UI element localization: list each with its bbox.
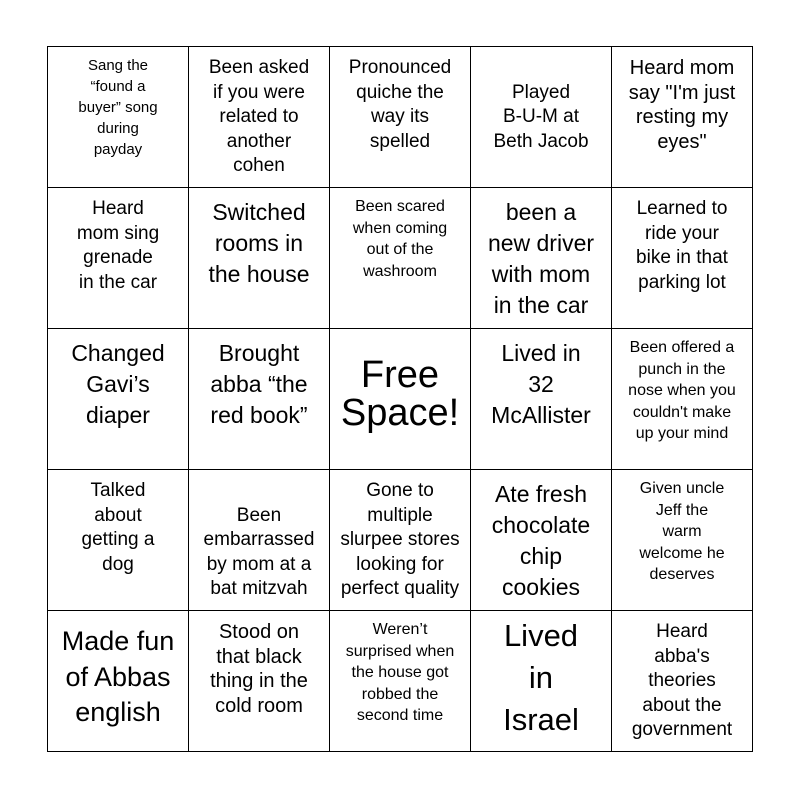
bingo-cell-text: Been embarrassed by mom at a bat mitzvah <box>203 504 315 599</box>
bingo-cell-text: Ate fresh chocolate chip cookies <box>491 481 591 600</box>
bingo-board <box>47 46 753 752</box>
bingo-cell[interactable] <box>189 188 330 329</box>
bingo-cell[interactable] <box>471 470 612 611</box>
bingo-cell[interactable] <box>612 188 753 329</box>
bingo-cell-text: Talked about getting a dog <box>81 480 155 575</box>
bingo-cell-text: Given uncle Jeff the warm welcome he deserves <box>639 480 725 583</box>
bingo-cell-text: Weren’t surprised when the house got robbed the second time <box>345 621 455 724</box>
bingo-cell[interactable] <box>48 470 189 611</box>
bingo-cell-text: Heard mom sing grenade in the car <box>76 198 160 293</box>
bingo-cell-text: Gone to multiple slurpee stores looking for perfect quality <box>340 480 460 599</box>
bingo-cell[interactable] <box>330 188 471 329</box>
bingo-cell[interactable] <box>330 47 471 188</box>
bingo-cell-text: Brought abba “the red book” <box>210 340 308 428</box>
bingo-cell[interactable] <box>612 47 753 188</box>
bingo-cell[interactable] <box>48 329 189 470</box>
bingo-cell[interactable] <box>330 611 471 752</box>
bingo-cell-text: been a new driver with mom in the car <box>487 199 595 318</box>
bingo-cell[interactable] <box>612 611 753 752</box>
bingo-cell[interactable] <box>189 611 330 752</box>
bingo-cell[interactable] <box>471 188 612 329</box>
bingo-cell-text: Made fun of Abbas english <box>61 626 175 727</box>
bingo-cell[interactable] <box>48 611 189 752</box>
bingo-cell-text: Free Space! <box>340 354 460 434</box>
bingo-cell-text: Learned to ride your bike in that parking lot <box>636 198 728 293</box>
bingo-cell[interactable] <box>330 470 471 611</box>
bingo-cell-text: Lived in Israel <box>503 618 579 737</box>
bingo-cell[interactable] <box>189 470 330 611</box>
bingo-cell-text: Been scared when coming out of the washroom <box>352 198 448 280</box>
bingo-cell-text: Heard abba's theories about the government <box>631 621 733 740</box>
bingo-cell[interactable] <box>48 47 189 188</box>
bingo-cell-text: Played B-U-M at Beth Jacob <box>493 81 589 152</box>
bingo-cell-text: Heard mom say "I'm just resting my eyes" <box>628 57 736 153</box>
bingo-cell[interactable] <box>612 470 753 611</box>
bingo-cell-text: Switched rooms in the house <box>208 199 310 287</box>
bingo-cell[interactable] <box>48 188 189 329</box>
bingo-cell-text: Stood on that black thing in the cold room <box>210 621 308 717</box>
bingo-cell[interactable] <box>612 329 753 470</box>
bingo-cell-free-space[interactable] <box>330 329 471 470</box>
bingo-cell[interactable] <box>189 47 330 188</box>
bingo-cell-text: Sang the “found a buyer” song during payday <box>78 57 158 158</box>
bingo-cell[interactable] <box>471 47 612 188</box>
bingo-cell-text: Been asked if you were related to another cohen <box>208 57 310 176</box>
bingo-cell[interactable] <box>189 329 330 470</box>
bingo-cell[interactable] <box>471 329 612 470</box>
bingo-cell-text: Changed Gavi’s diaper <box>71 340 165 428</box>
bingo-cell-text: Lived in 32 McAllister <box>491 340 591 428</box>
bingo-cell-text: Pronounced quiche the way its spelled <box>348 57 452 152</box>
bingo-cell-text: Been offered a punch in the nose when you couldn't make up your mind <box>628 339 736 442</box>
bingo-cell[interactable] <box>471 611 612 752</box>
